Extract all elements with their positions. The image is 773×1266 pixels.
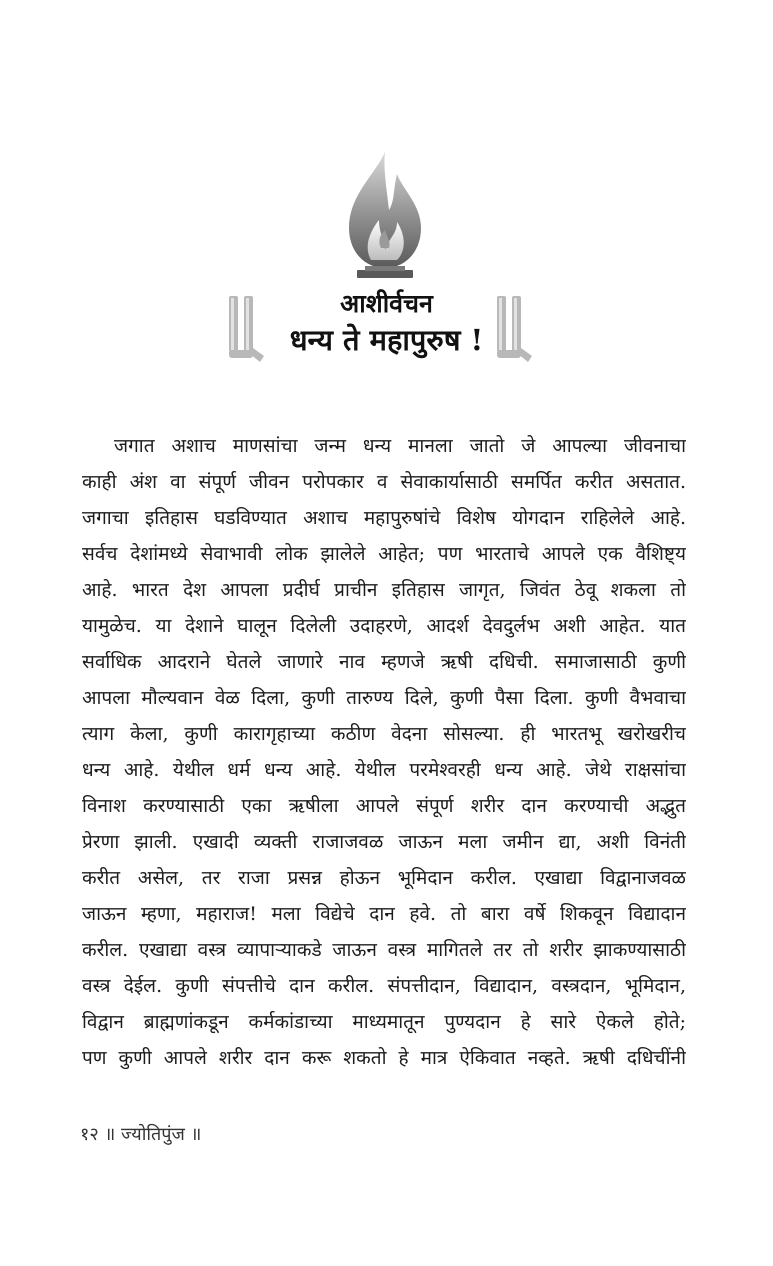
page-number: १२: [80, 1124, 99, 1145]
text-line: सर्वच देशांमध्ये सेवाभावी लोक झालेले आहेत; पण भारताचे आपले एक वैशिष्ट्य: [82, 543, 686, 565]
text-line: विद्वान ब्राह्मणांकडून कर्मकांडाच्या माध्यमातून पुण्यदान हे सारे ऐकले होते;: [82, 1011, 686, 1033]
text-line: पण कुणी आपले शरीर दान करू शकतो हे मात्र ऐकिवात नव्हते. ऋषी दधिचींनी: [82, 1047, 686, 1069]
text-line: वस्त्र देईल. कुणी संपत्तीचे दान करील. संपत्तीदान, विद्यादान, वस्त्रदान, भूमिदान,: [82, 975, 686, 997]
flame-emblem: [335, 150, 435, 282]
text-line: विनाश करण्यासाठी एका ऋषीला आपले संपूर्ण शरीर दान करण्याची अद्भुत: [82, 795, 686, 817]
subtitle: आशीर्वचन: [340, 289, 433, 318]
text-line: सर्वाधिक आदराने घेतले जाणारे नाव म्हणजे ऋषी दधिची. समाजासाठी कुणी: [82, 651, 686, 673]
flame-icon: [335, 150, 435, 282]
text-line: जाऊन म्हणा, महाराज! मला विद्येचे दान हवे. तो बारा वर्षे शिकवून विद्यादान: [82, 903, 686, 925]
pillar-ornament-icon: [494, 288, 538, 368]
book-title: ॥ ज्योतिपुंज ॥: [104, 1124, 202, 1145]
text-line: करीत असेल, तर राजा प्रसन्न होऊन भूमिदान करील. एखाद्या विद्वानाजवळ: [82, 867, 686, 889]
page-title: धन्य ते महापुरुष !: [289, 323, 484, 357]
text-line: करील. एखाद्या वस्त्र व्यापाऱ्याकडे जाऊन वस्त्र मागितले तर तो शरीर झाकण्यासाठी: [82, 939, 686, 961]
text-line: जगाचा इतिहास घडविण्यात अशाच महापुरुषांचे विशेष योगदान राहिलेले आहे.: [82, 507, 686, 529]
text-line: प्रेरणा झाली. एखादी व्यक्ती राजाजवळ जाऊन मला जमीन द्या, अशी विनंती: [82, 831, 686, 853]
text-line: जगात अशाच माणसांचा जन्म धन्य मानला जातो जे आपल्या जीवनाचा: [114, 435, 686, 457]
heading-block: [0, 286, 773, 376]
text-line: धन्य आहे. येथील धर्म धन्य आहे. येथील परमेश्वरही धन्य आहे. जेथे राक्षसांचा: [82, 759, 686, 781]
text-line: काही अंश वा संपूर्ण जीवन परोपकार व सेवाकार्यासाठी समर्पित करीत असतात.: [82, 471, 686, 493]
text-line: आहे. भारत देश आपला प्रदीर्घ प्राचीन इतिहास जागृत, जिवंत ठेवू शकला तो: [82, 579, 686, 601]
text-line: त्याग केला, कुणी कारागृहाच्या कठीण वेदना सोसल्या. ही भारतभू खरोखरीच: [82, 723, 686, 745]
text-line: यामुळेच. या देशाने घालून दिलेली उदाहरणे, आदर्श देवदुर्लभ अशी आहेत. यात: [82, 615, 686, 637]
text-line: आपला मौल्यवान वेळ दिला, कुणी तारुण्य दिले, कुणी पैसा दिला. कुणी वैभवाचा: [82, 687, 686, 709]
body-paragraph: [82, 428, 686, 1076]
page-footer: [80, 1122, 201, 1146]
